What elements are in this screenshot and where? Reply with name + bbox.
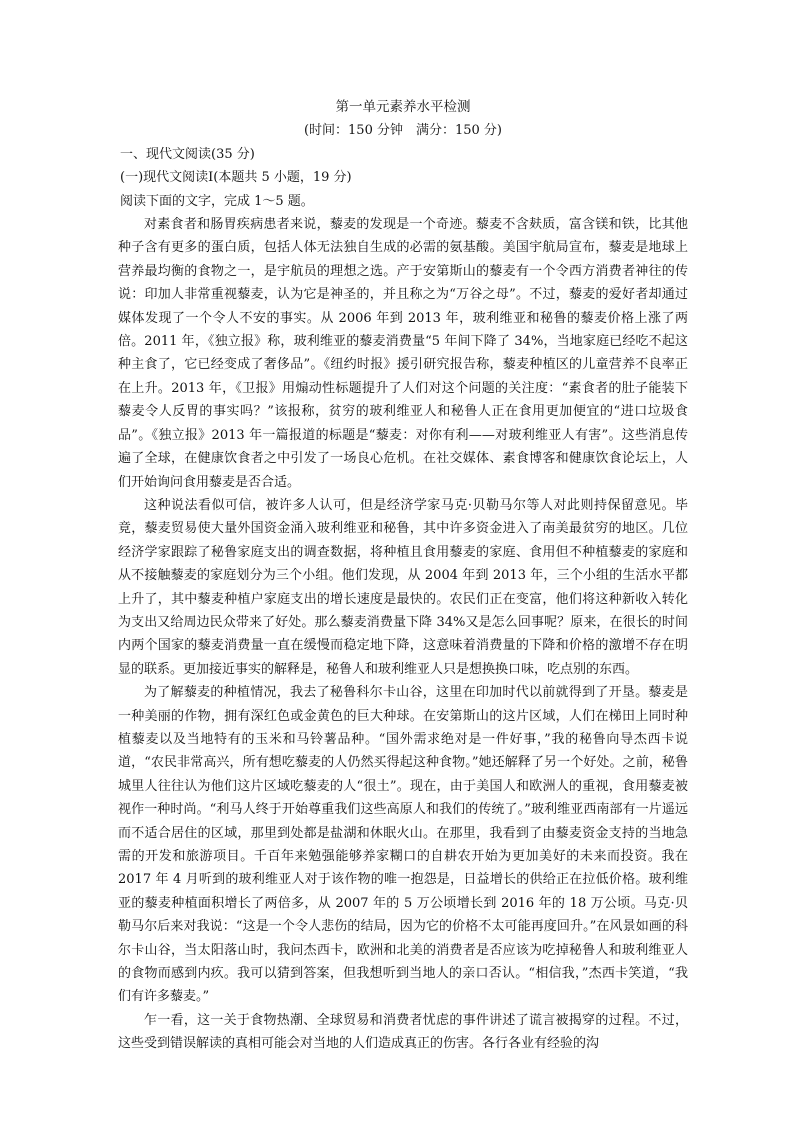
exam-time-score: (时间：150 分钟 满分：150 分) — [303, 123, 503, 139]
passage-paragraph-2: 这种说法看似可信，被许多人认可，但是经济学家马克·贝勒马尔等人对此则持保留意见。毕竟，藜麦贸易使大量外国资金涌入玻利维亚和秘鲁，其中许多资金进入了南美最贫穷的地区。几位经济学家跟踪了秘鲁家庭支出的调查数据，将种植且食用藜麦的家庭、食用但不种植藜麦的家庭和从不接触藜麦的家庭划分为三个小组。他们发现，从 2004 年到 2013 年，三个小组的生活水平都上升了，其中藜麦种植户家庭支出的增长速度是最快的。农民们正在变富，他们将这种新收入转化为支出又给周边民众带来了好处。那么藜麦消费量下降 34%又是怎么回事呢？原来，在很长的时间内两个国家的藜麦消费量一直在缓慢而稳定地下降，这意味着消费量的下降和价格的激增不存在明显的联系。更加接近事实的解释是，秘鲁人和玻利维亚人只是想换换口味，吃点别的东西。 — [118, 497, 688, 677]
reading-instruction: 阅读下面的文字，完成 1～5 题。 — [120, 193, 314, 209]
passage-paragraph-4: 乍一看，这一关于食物热潮、全球贸易和消费者忧虑的事件讲述了谎言被揭穿的过程。不过，这些受到错误解读的真相可能会对当地的人们造成真正的伤害。各行各业有经验的沟 — [118, 1012, 688, 1052]
passage-paragraph-1: 对素食者和肠胃疾病患者来说，藜麦的发现是一个奇迹。藜麦不含麸质，富含镁和铁，比其他种子含有更多的蛋白质，包括人体无法独自生成的必需的氨基酸。美国宇航局宣布，藜麦是地球上营养最均衡的食物之一，是宇航员的理想之选。产于安第斯山的藜麦有一个令西方消费者神往的传说：印加人非常重视藜麦，认为它是神圣的，并且称之为“万谷之母”。不过，藜麦的爱好者却通过媒体发现了一个令人不安的事实。从 2006 年到 2013 年，玻利维亚和秘鲁的藜麦价格上涨了两倍。2011 年，《独立报》称，玻利维亚的藜麦消费量“5 年间下降了 34%，当地家庭已经吃不起这种主食了，它已经变成了奢侈品”。《纽约时报》援引研究报告称，藜麦种植区的儿童营养不良率正在上升。2013 年，《卫报》用煽动性标题提升了人们对这个问题的关注度：“素食者的肚子能装下藜麦令人反胃的事实吗？”该报称，贫穷的玻利维亚人和秘鲁人正在食用更加便宜的“进口垃圾食品”。《独立报》2013 年一篇报道的标题是“藜麦：对你有利——对玻利维亚人有害”。这些消息传遍了全球，在健康饮食者之中引发了一场良心危机。在社交媒体、素食博客和健康饮食论坛上，人们开始询问食用藜麦是否合适。 — [118, 217, 688, 490]
exam-page — [118, 96, 688, 1056]
passage-paragraph-3: 为了解藜麦的种植情况，我去了秘鲁科尔卡山谷，这里在印加时代以前就得到了开垦。藜麦是一种美丽的作物，拥有深红色或金黄色的巨大种球。在安第斯山的这片区域，人们在梯田上同时种植藜麦以及当地特有的玉米和马铃薯品种。“国外需求绝对是一件好事，”我的秘鲁向导杰西卡说道，“农民非常高兴，所有想吃藜麦的人仍然买得起这种食物。”她还解释了另一个好处。之前，秘鲁城里人往往认为他们这片区域吃藜麦的人“很土”。现在，由于美国人和欧洲人的重视，食用藜麦被视作一种时尚。“利马人终于开始尊重我们这些高原人和我们的传统了。”玻利维亚西南部有一片遥远而不适合居住的区域，那里到处都是盐湖和休眠火山。在那里，我看到了由藜麦资金支持的当地急需的开发和旅游项目。千百年来勉强能够养家糊口的自耕农开始为更加美好的未来而投资。我在 2017 年 4 月听到的玻利维亚人对于该作物的唯一抱怨是，日益增长的供给正在拉低价格。玻利维亚的藜麦种植面积增长了两倍多，从 2007 年的 5 万公顷增长到 2016 年的 18 万公顷。马克·贝勒马尔后来对我说：“这是一个令人悲伤的结局，因为它的价格不太可能再度回升。”在风景如画的科尔卡山谷，当太阳落山时，我问杰西卡，欧洲和北美的消费者是否应该为吃掉秘鲁人和玻利维亚人的食物而感到内疚。我可以猜到答案，但我想听到当地人的亲口否认。“相信我，”杰西卡笑道，“我们有许多藜麦。” — [118, 685, 688, 1005]
subsection-heading: (一)现代文阅读Ⅰ(本题共 5 小题，19 分) — [120, 170, 352, 186]
section-heading: 一、现代文阅读(35 分) — [120, 146, 255, 162]
page-title: 第一单元素养水平检测 — [335, 99, 471, 115]
